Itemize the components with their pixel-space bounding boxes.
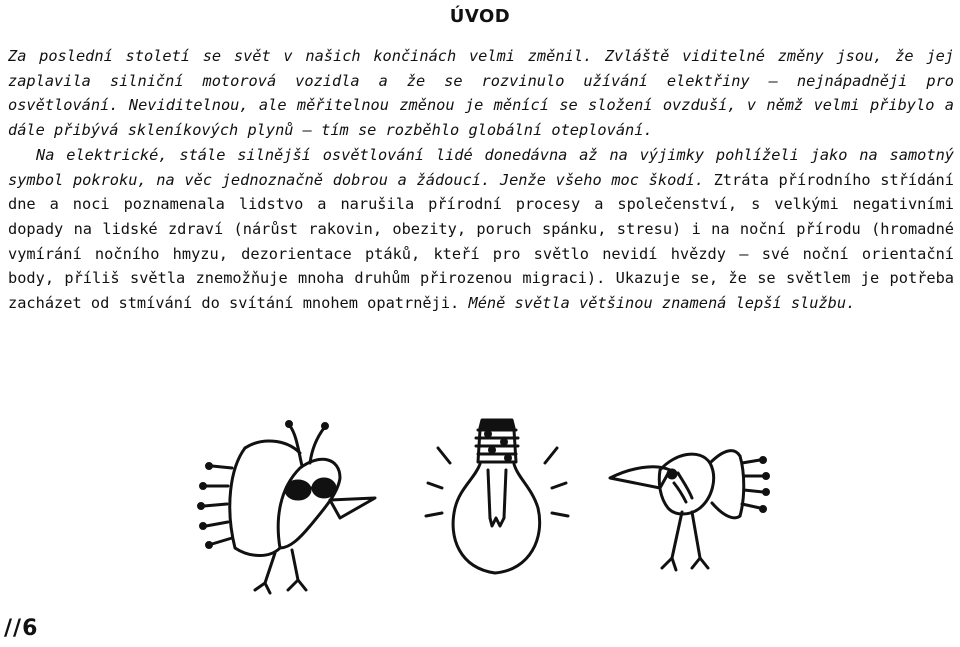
bird-drawing — [600, 408, 780, 608]
page-number: //6 — [4, 616, 39, 641]
light-bulb-drawing — [420, 408, 570, 608]
main-paragraph — [8, 143, 954, 316]
article-body — [8, 44, 954, 316]
tail-feathers — [199, 441, 301, 555]
page-heading: ÚVOD — [449, 6, 511, 27]
beak — [330, 498, 375, 518]
main-paragraph-italic-start: Na elektrické, stále silnější osvětlování lidé donedávna až na výjimky pohlíželi jako na samotný symbol pokroku, na věc jednoznačně dobrou a žádoucí. Jenže všeho moc škodí. — [8, 145, 954, 189]
legs — [662, 512, 708, 570]
bulb-cap — [476, 420, 518, 462]
bird-body — [659, 454, 713, 514]
sunglasses — [286, 479, 335, 499]
intro-paragraph: Za poslední století se svět v našich končinách velmi změnil. Zvláště viditelné změny jsou, že jej zaplavila silniční motorová vozidla a že se rozvinulo užívání elektřiny – nejnápadněji pro osvětlování. Neviditelnou, ale měřitelnou změnou je měnící se složení ovzduší, v němž velmi přibylo a dále přibývá skleníkových plynů – tím se rozběhlo globální oteplování. — [8, 47, 954, 140]
main-paragraph-body: Ztráta přírodního střídání dne a noci poznamenala lidstvo a narušila přírodní procesy a společenství, s velkými negativními dopady na lidské zdraví (nárůst rakovin, obezity, poruch spánku, stresu) i na noční přírodu (hromadné vymírání nočního hmyzu, dezorientace ptáků, kteří pro světlo nevidí hvězdy – své noční orientační body, příliš světla znemožňuje mnoha druhům přirozenou migraci). Ukazuje se, že se světlem je potřeba zacházet od stmívání do svítání mnohem opatrněji. — [8, 170, 954, 313]
tail-feathers — [710, 451, 769, 518]
filament — [488, 470, 506, 526]
main-paragraph-italic-end: Méně světla většinou znamená lepší službu. — [459, 294, 856, 313]
bird-with-sunglasses-drawing — [190, 408, 390, 608]
light-rays — [426, 448, 568, 516]
